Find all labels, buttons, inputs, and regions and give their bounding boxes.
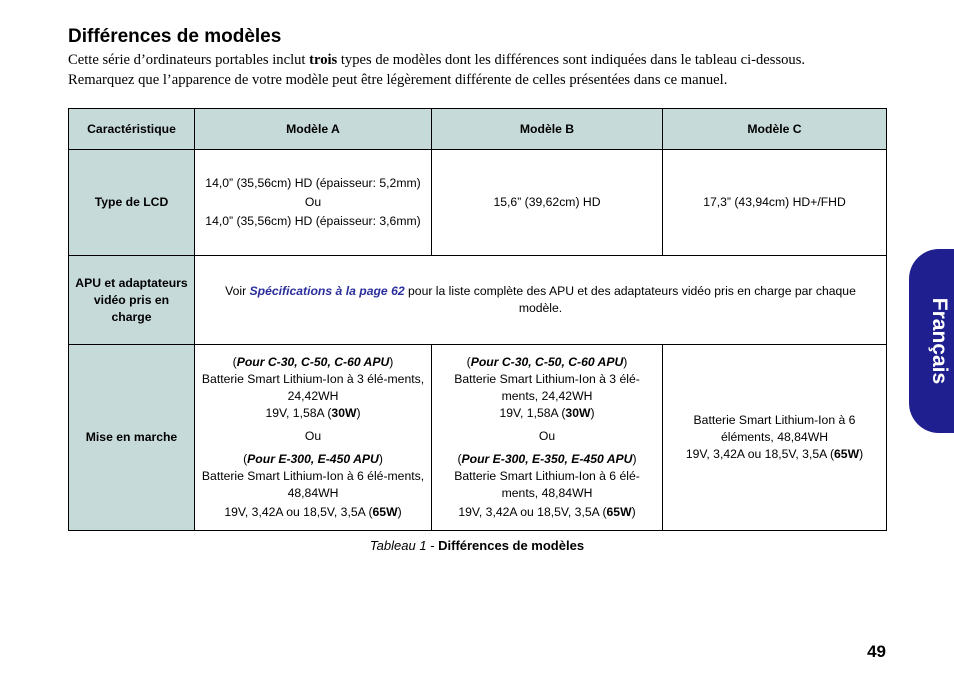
intro-line-2: Remarquez que l’apparence de votre modèle peut être légèrement différente de celles présentées dans ce manuel. [68,72,728,88]
paren: ) [389,355,394,369]
row-label-lcd: Type de LCD [69,150,195,256]
wattage: 65W [606,505,632,519]
wattage: 30W [565,406,591,420]
specifications-link[interactable]: Spécifications à la page 62 [249,284,405,298]
lcd-option-1: 14,0” (35,56cm) HD (épaisseur: 5,2mm) [205,176,421,190]
cell-lcd-model-b: 15,6” (39,62cm) HD [432,150,663,256]
table-header-row [69,109,887,150]
power-config-cpu [201,354,425,371]
adapter-spec [669,446,880,463]
paren: ) [397,505,402,519]
table-caption [0,538,954,553]
battery-spec: Batterie Smart Lithium-Ion à 3 élé-ments, 24,42WH [454,372,640,403]
caption-label: Tableau 1 - [369,538,439,553]
adapter-text: 19V, 1,58A ( [265,406,332,420]
power-config-cpu [438,354,656,371]
column-header-model-b: Modèle B [432,109,663,150]
intro-emphasis: trois [309,52,338,68]
page-title: Différences de modèles [68,26,282,47]
apu-text: Voir [225,284,250,298]
battery-spec: Batterie Smart Lithium-Ion à 6 éléments, 48,84WH [693,413,856,444]
cpu-name: Pour C-30, C-50, C-60 APU [236,355,390,369]
column-header-model-c: Modèle C [663,109,887,150]
cell-lcd-model-c: 17,3” (43,94cm) HD+/FHD [663,150,887,256]
paren: ) [356,406,361,420]
table-row-apu [69,256,887,345]
battery-spec: Batterie Smart Lithium-Ion à 3 élé-ments, 24,42WH [201,372,425,403]
adapter-text: 19V, 3,42A ou 18,5V, 3,5A ( [685,447,835,461]
adapter-text: 19V, 3,42A ou 18,5V, 3,5A ( [458,505,607,519]
paren: ) [859,447,864,461]
language-tab [909,249,954,433]
adapter-spec [201,504,425,521]
row-label-power: Mise en marche [69,345,195,531]
paren: ( [457,452,462,466]
adapter-spec [438,504,656,521]
paren: ( [232,355,237,369]
paren: ( [466,355,471,369]
wattage: 65W [834,447,860,461]
power-config-cpu [201,451,425,468]
cell-power-model-c [663,345,887,531]
paren: ( [243,452,248,466]
cell-power-model-a [195,345,432,531]
column-header-model-a: Modèle A [195,109,432,150]
power-or: Ou [538,429,556,443]
paren: ) [623,355,628,369]
cell-power-model-b [432,345,663,531]
caption-title: Différences de modèles [438,538,585,553]
battery-spec: Batterie Smart Lithium-Ion à 6 élé-ments, 48,84WH [201,469,425,500]
paren: ) [631,505,636,519]
paren: ) [378,452,383,466]
adapter-spec [438,405,656,422]
table-row-power [69,345,887,531]
apu-text: pour la liste complète des APU et des adaptateurs vidéo pris en charge par chaque modèle. [404,284,856,315]
intro-text: Cette série d’ordinateurs portables inclut [68,52,310,68]
wattage: 65W [372,505,398,519]
intro-paragraph [68,50,898,90]
table-row-lcd [69,150,887,256]
power-or: Ou [304,429,322,443]
language-tab-label: Français [928,297,951,385]
battery-spec: Batterie Smart Lithium-Ion à 6 élé-ments, 48,84WH [454,469,640,500]
paren: ) [632,452,637,466]
cell-lcd-model-a [195,150,432,256]
wattage: 30W [331,406,357,420]
adapter-text: 19V, 3,42A ou 18,5V, 3,5A ( [224,505,373,519]
intro-line-1 [68,50,898,70]
adapter-text: 19V, 1,58A ( [499,406,566,420]
page-number: 49 [867,642,886,661]
row-label-apu: APU et adaptateurs vidéo pris en charge [69,256,195,345]
paren: ) [590,406,595,420]
lcd-or: Ou [304,195,322,209]
model-differences-table [68,108,887,531]
lcd-option-2: 14,0” (35,56cm) HD (épaisseur: 3,6mm) [205,214,421,228]
cpu-name: Pour E-300, E-450 APU [247,452,379,466]
cpu-name: Pour C-30, C-50, C-60 APU [470,355,624,369]
cell-apu-all-models [195,256,887,345]
adapter-spec [201,405,425,422]
power-config-cpu [438,451,656,468]
column-header-feature: Caractéristique [69,109,195,150]
cpu-name: Pour E-300, E-350, E-450 APU [461,452,633,466]
intro-text: types de modèles dont les différences sont indiquées dans le tableau ci-dessous. [337,52,806,68]
